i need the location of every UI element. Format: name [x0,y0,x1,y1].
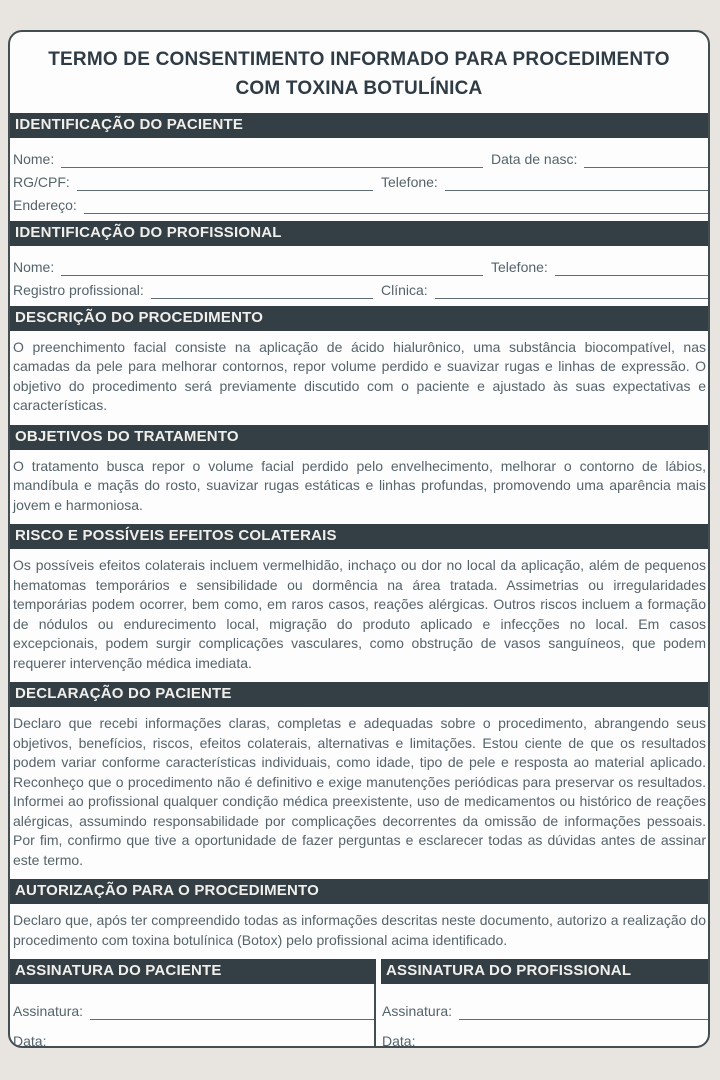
professional-row-registry-clinic [13,276,708,299]
risks-text: Os possíveis efeitos colaterais incluem vermelhidão, inchaço ou dor no local da aplicação, além de pequenos hematomas temporários e sensibilidade ou dormência na área tratada. Assimetrias ou irregularidades temporárias podem ocorrer, bem como, em raros casos, reações alérgicas. Outros riscos incluem a formação de nódulos ou endurecimento local, migração do produto aplicado e infecções no local. Em casos excepcionais, podem surgir complicações vasculares, como obstrução de vasos sanguíneos, que podem requerer intervenção médica imediata. [13,557,706,671]
patient-name-label: Nome: [13,150,55,167]
patient-signature-row [13,990,374,1020]
patient-address-line[interactable] [84,198,708,214]
patient-phone-field [381,174,708,191]
professional-phone-line[interactable] [555,260,708,276]
professional-signature-column [376,984,708,1048]
patient-name-line[interactable] [61,152,483,168]
section-header-patient-identification: IDENTIFICAÇÃO DO PACIENTE [10,113,708,138]
patient-name-field [13,151,483,168]
patient-id-label: RG/CPF: [13,173,70,190]
patient-row-name-birth [13,145,708,168]
patient-date-line[interactable] [53,1034,374,1048]
professional-phone-field [491,259,708,276]
professional-name-line[interactable] [61,260,483,276]
professional-phone-label: Telefone: [491,258,548,275]
patient-signature-column [10,984,376,1048]
professional-row-name-phone [13,253,708,276]
section-header-procedure-description: DESCRIÇÃO DO PROCEDIMENTO [10,306,708,331]
signature-headers [10,959,708,984]
professional-date-row [382,1020,708,1048]
patient-phone-label: Telefone: [381,173,438,190]
patient-birthdate-field [491,151,708,168]
procedure-description-text: O preenchimento facial consiste na aplicação de ácido hialurônico, uma substância biocompatível, nas camadas da pele para melhorar contornos, repor volume perdido e suavizar rugas e linhas de expressão. O objetivo do procedimento será previamente discutido com o paciente e ajustado às suas expectativas e características. [13,338,706,414]
patient-id-field [13,174,373,191]
section-header-patient-signature: ASSINATURA DO PACIENTE [10,959,376,984]
professional-registry-field [13,282,373,299]
treatment-objectives-text: O tratamento busca repor o volume facial perdido pelo envelhecimento, melhorar o contorno de lábios, mandíbula e maçãs do rosto, suavizar rugas estáticas e linhas profundas, promovendo uma aparência mais jovem e harmoniosa. [13,457,706,513]
section-header-risks: RISCO E POSSÍVEIS EFEITOS COLATERAIS [10,524,708,549]
patient-birthdate-line[interactable] [584,152,708,168]
section-header-professional-signature: ASSINATURA DO PROFISSIONAL [381,959,708,984]
professional-clinic-line[interactable] [435,283,708,299]
patient-id-line[interactable] [77,175,373,191]
professional-date-field [382,1033,708,1048]
page-title-line2: COM TOXINA BOTULÍNICA [235,78,483,100]
patient-row-id-phone [13,168,708,191]
professional-signature-row [382,990,708,1020]
section-header-authorization: AUTORIZAÇÃO PARA O PROCEDIMENTO [10,879,708,904]
professional-identification-fields [10,246,708,306]
patient-signature-label: Assinatura: [13,1003,84,1020]
page-title [10,32,708,113]
page-title-line1: TERMO DE CONSENTIMENTO INFORMADO PARA PROCEDIMENTO [48,49,670,70]
patient-declaration-text: Declaro que recebi informações claras, completas e adequadas sobre o procedimento, abrangendo seus objetivos, benefícios, riscos, efeitos colaterais, alternativas e limitações. Estou ciente de que os resultados podem variar conforme características individuais, como idade, tipo de pele e resposta ao material aplicado. Reconheço que o procedimento não é definitivo e exige manutenções periódicas para preservar os resultados. Informei ao profissional qualquer condição médica preexistente, uso de medicamentos ou histórico de reações alérgicas, assumindo responsabilidade por complicações decorrentes da omissão de informações pessoais. Por fim, confirmo que tive a oportunidade de fazer perguntas e esclarecer todas as dúvidas antes de assinar este termo. [13,715,706,868]
professional-signature-line[interactable] [459,1004,708,1020]
professional-registry-line[interactable] [151,283,373,299]
professional-name-field [13,259,483,276]
patient-address-label: Endereço: [13,196,77,213]
professional-clinic-field [381,282,708,299]
patient-identification-fields [10,138,708,221]
authorization-text: Declaro que, após ter compreendido todas as informações descritas neste documento, autorizo a realização do procedimento com toxina botulínica (Botox) pelo profissional acima identificado. [13,912,706,948]
professional-signature-label: Assinatura: [382,1003,453,1020]
patient-signature-field [13,1003,374,1020]
signature-area [10,984,708,1048]
professional-clinic-label: Clínica: [381,281,428,298]
patient-address-field [13,197,708,214]
patient-row-address [13,191,708,214]
patient-phone-line[interactable] [445,175,708,191]
section-header-patient-declaration: DECLARAÇÃO DO PACIENTE [10,682,708,707]
section-header-professional-identification: IDENTIFICAÇÃO DO PROFISSIONAL [10,221,708,246]
professional-signature-field [382,1003,708,1020]
patient-date-row [13,1020,374,1048]
patient-date-label: Data: [13,1033,47,1048]
professional-registry-label: Registro profissional: [13,281,144,298]
patient-date-field [13,1033,374,1048]
professional-date-line[interactable] [422,1034,708,1048]
consent-form-document [8,30,710,1048]
professional-date-label: Data: [382,1033,416,1048]
patient-birthdate-label: Data de nasc: [491,150,578,167]
section-header-treatment-objectives: OBJETIVOS DO TRATAMENTO [10,425,708,450]
patient-signature-line[interactable] [90,1004,374,1020]
professional-name-label: Nome: [13,258,55,275]
